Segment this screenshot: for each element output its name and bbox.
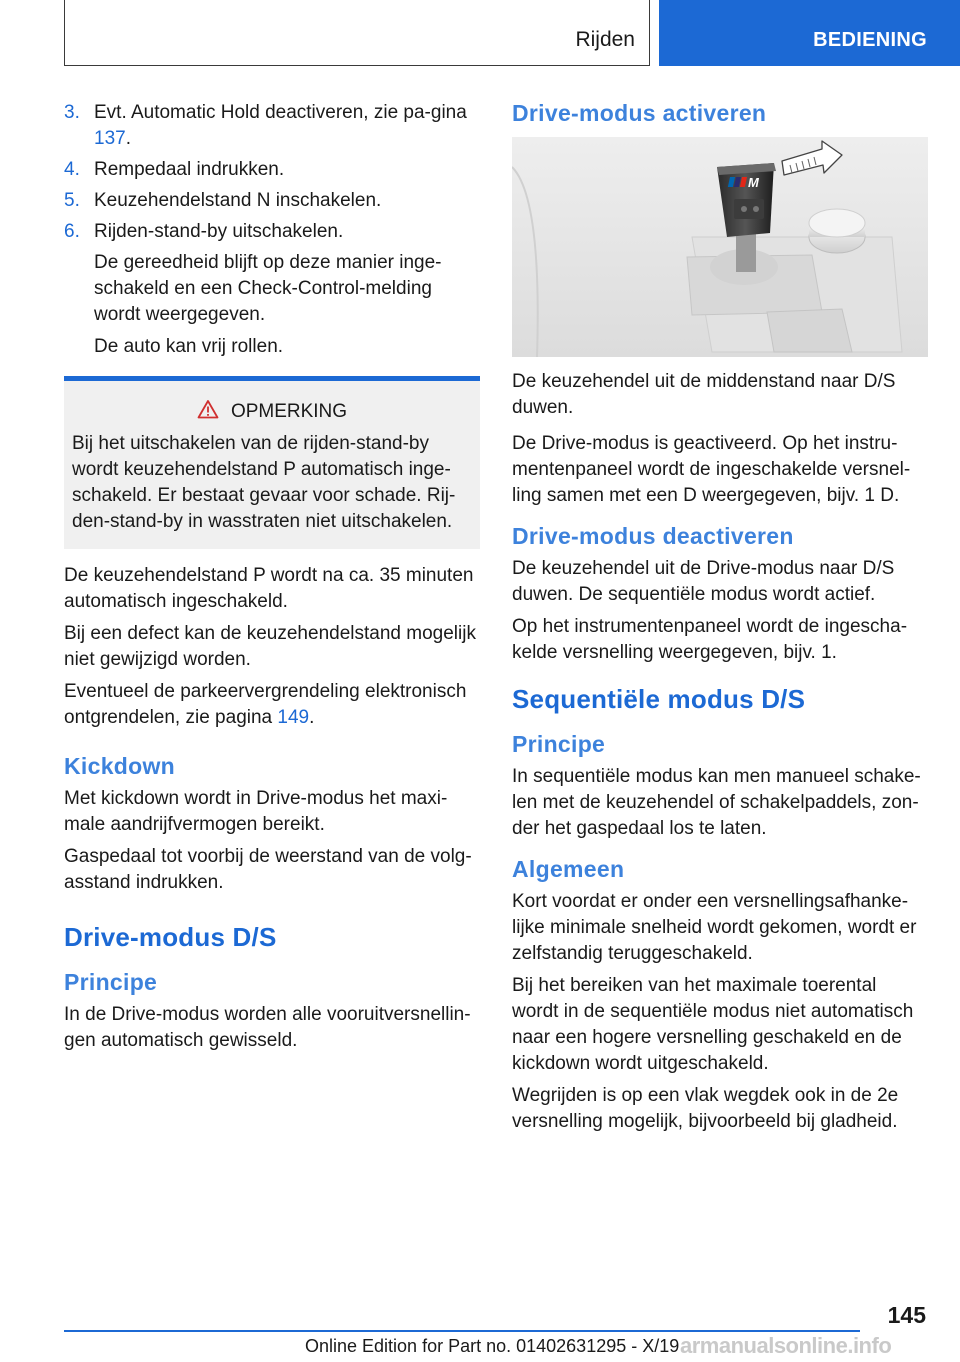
step-number: 3.: [64, 102, 80, 123]
sequential-heading: Sequentiële modus D/S: [512, 684, 806, 714]
step-number: 6.: [64, 221, 80, 242]
note-title: OPMERKING: [230, 401, 348, 422]
paragraph: Kort voordat er onder een versnellingsafhanke-lijke minimale snelheid wordt gekomen, wordt er zelfstandig teruggeschakeld.: [512, 891, 917, 964]
paragraph: De keuzehendel uit de Drive-modus naar D/S duwen. De sequentiële modus wordt actief.: [512, 558, 895, 605]
paragraph: In de Drive-modus worden alle vooruitversnellin-gen automatisch gewisseld.: [64, 1004, 471, 1051]
step-item: [64, 188, 480, 214]
paragraph: De keuzehendel uit de middenstand naar D/S duwen.: [512, 371, 896, 418]
section-title: Rijden: [575, 28, 635, 51]
paragraph: Op het instrumentenpaneel wordt de ingescha-kelde versnelling weergegeven, bijv. 1.: [512, 616, 908, 663]
step-item: 3. Evt. Automatic Hold deactiveren, zie pa-gina 137.: [64, 102, 467, 149]
paragraph: Met kickdown wordt in Drive-modus het maxi-male aandrijfvermogen bereikt.: [64, 788, 448, 835]
watermark: armanualsonline.info: [680, 1333, 892, 1358]
step-item: [64, 157, 480, 183]
step-text: Evt. Automatic Hold deactiveren, zie pa-gina: [94, 102, 467, 123]
step-number: 5.: [64, 190, 80, 211]
principe-heading: Principe: [64, 969, 158, 995]
step-item: [64, 219, 480, 245]
deactivate-heading: Drive-modus deactiveren: [512, 523, 794, 549]
paragraph: Gaspedaal tot voorbij de weerstand van de volg-asstand indrukken.: [64, 846, 472, 893]
algemeen-heading: Algemeen: [512, 856, 625, 882]
step-note: De auto kan vrij rollen.: [94, 336, 284, 357]
paragraph: De Drive-modus is geactiveerd. Op het instru-mentenpaneel wordt de ingeschakelde versnel-ling samen met een D weergegeven, bijv. 1 D.: [512, 433, 911, 506]
footer-divider: [64, 1330, 860, 1332]
page-number: 145: [887, 1302, 926, 1328]
note-header: [72, 399, 472, 425]
step-text: Rijden-stand-by uitschakelen.: [94, 221, 344, 242]
paragraph: Wegrijden is op een vlak wegdek ook in de 2e versnelling mogelijk, bijvoorbeeld bij gladheid.: [512, 1085, 899, 1132]
right-column: [512, 100, 928, 1141]
activate-heading: Drive-modus activeren: [512, 100, 767, 126]
step-text: Rempedaal indrukken.: [94, 159, 285, 180]
paragraph: Eventueel de parkeervergrendeling elektronisch ontgrendelen, zie pagina 149.: [64, 681, 467, 728]
page-link[interactable]: 149: [277, 707, 310, 728]
page-link[interactable]: 137: [94, 128, 126, 149]
note-box: [64, 376, 480, 549]
header-left-box: [64, 0, 650, 66]
svg-text:M: M: [748, 175, 759, 190]
step-note: De gereedheid blijft op deze manier inge-schakeld en een Check-Control-melding wordt weergegeven.: [94, 252, 442, 325]
chapter-title: BEDIENING: [813, 29, 927, 51]
paragraph: In sequentiële modus kan men manueel schake-len met de keuzehendel of schakelpaddels, zon-der het gaspedaal los te laten.: [512, 766, 921, 839]
warning-icon: [197, 399, 219, 425]
paragraph: Bij een defect kan de keuzehendelstand mogelijk niet gewijzigd worden.: [64, 623, 476, 670]
step-text: Keuzehendelstand N inschakelen.: [94, 190, 382, 211]
paragraph: De keuzehendelstand P wordt na ca. 35 minuten automatisch ingeschakeld.: [64, 565, 474, 612]
principe-heading: Principe: [512, 731, 606, 757]
left-column: [64, 100, 480, 1060]
kickdown-heading: Kickdown: [64, 753, 176, 779]
drive-ds-heading: Drive-modus D/S: [64, 922, 277, 952]
chapter-tab[interactable]: [659, 0, 960, 66]
paragraph: Bij het bereiken van het maximale toerental wordt in de sequentiële modus niet automatisch naar een hogere versnelling geschakeld en de kickdown wordt uitgeschakeld.: [512, 975, 914, 1074]
step-number: 4.: [64, 159, 80, 180]
gear-selector-image: [512, 137, 928, 357]
edition-text: Online Edition for Part no. 01402631295 - X/19: [305, 1336, 680, 1356]
note-text: Bij het uitschakelen van de rijden-stand-by wordt keuzehendelstand P automatisch inge-schakeld. Er bestaat gevaar voor schade. Rij-den-stand-by in wasstraten niet uitschakelen.: [72, 433, 456, 532]
